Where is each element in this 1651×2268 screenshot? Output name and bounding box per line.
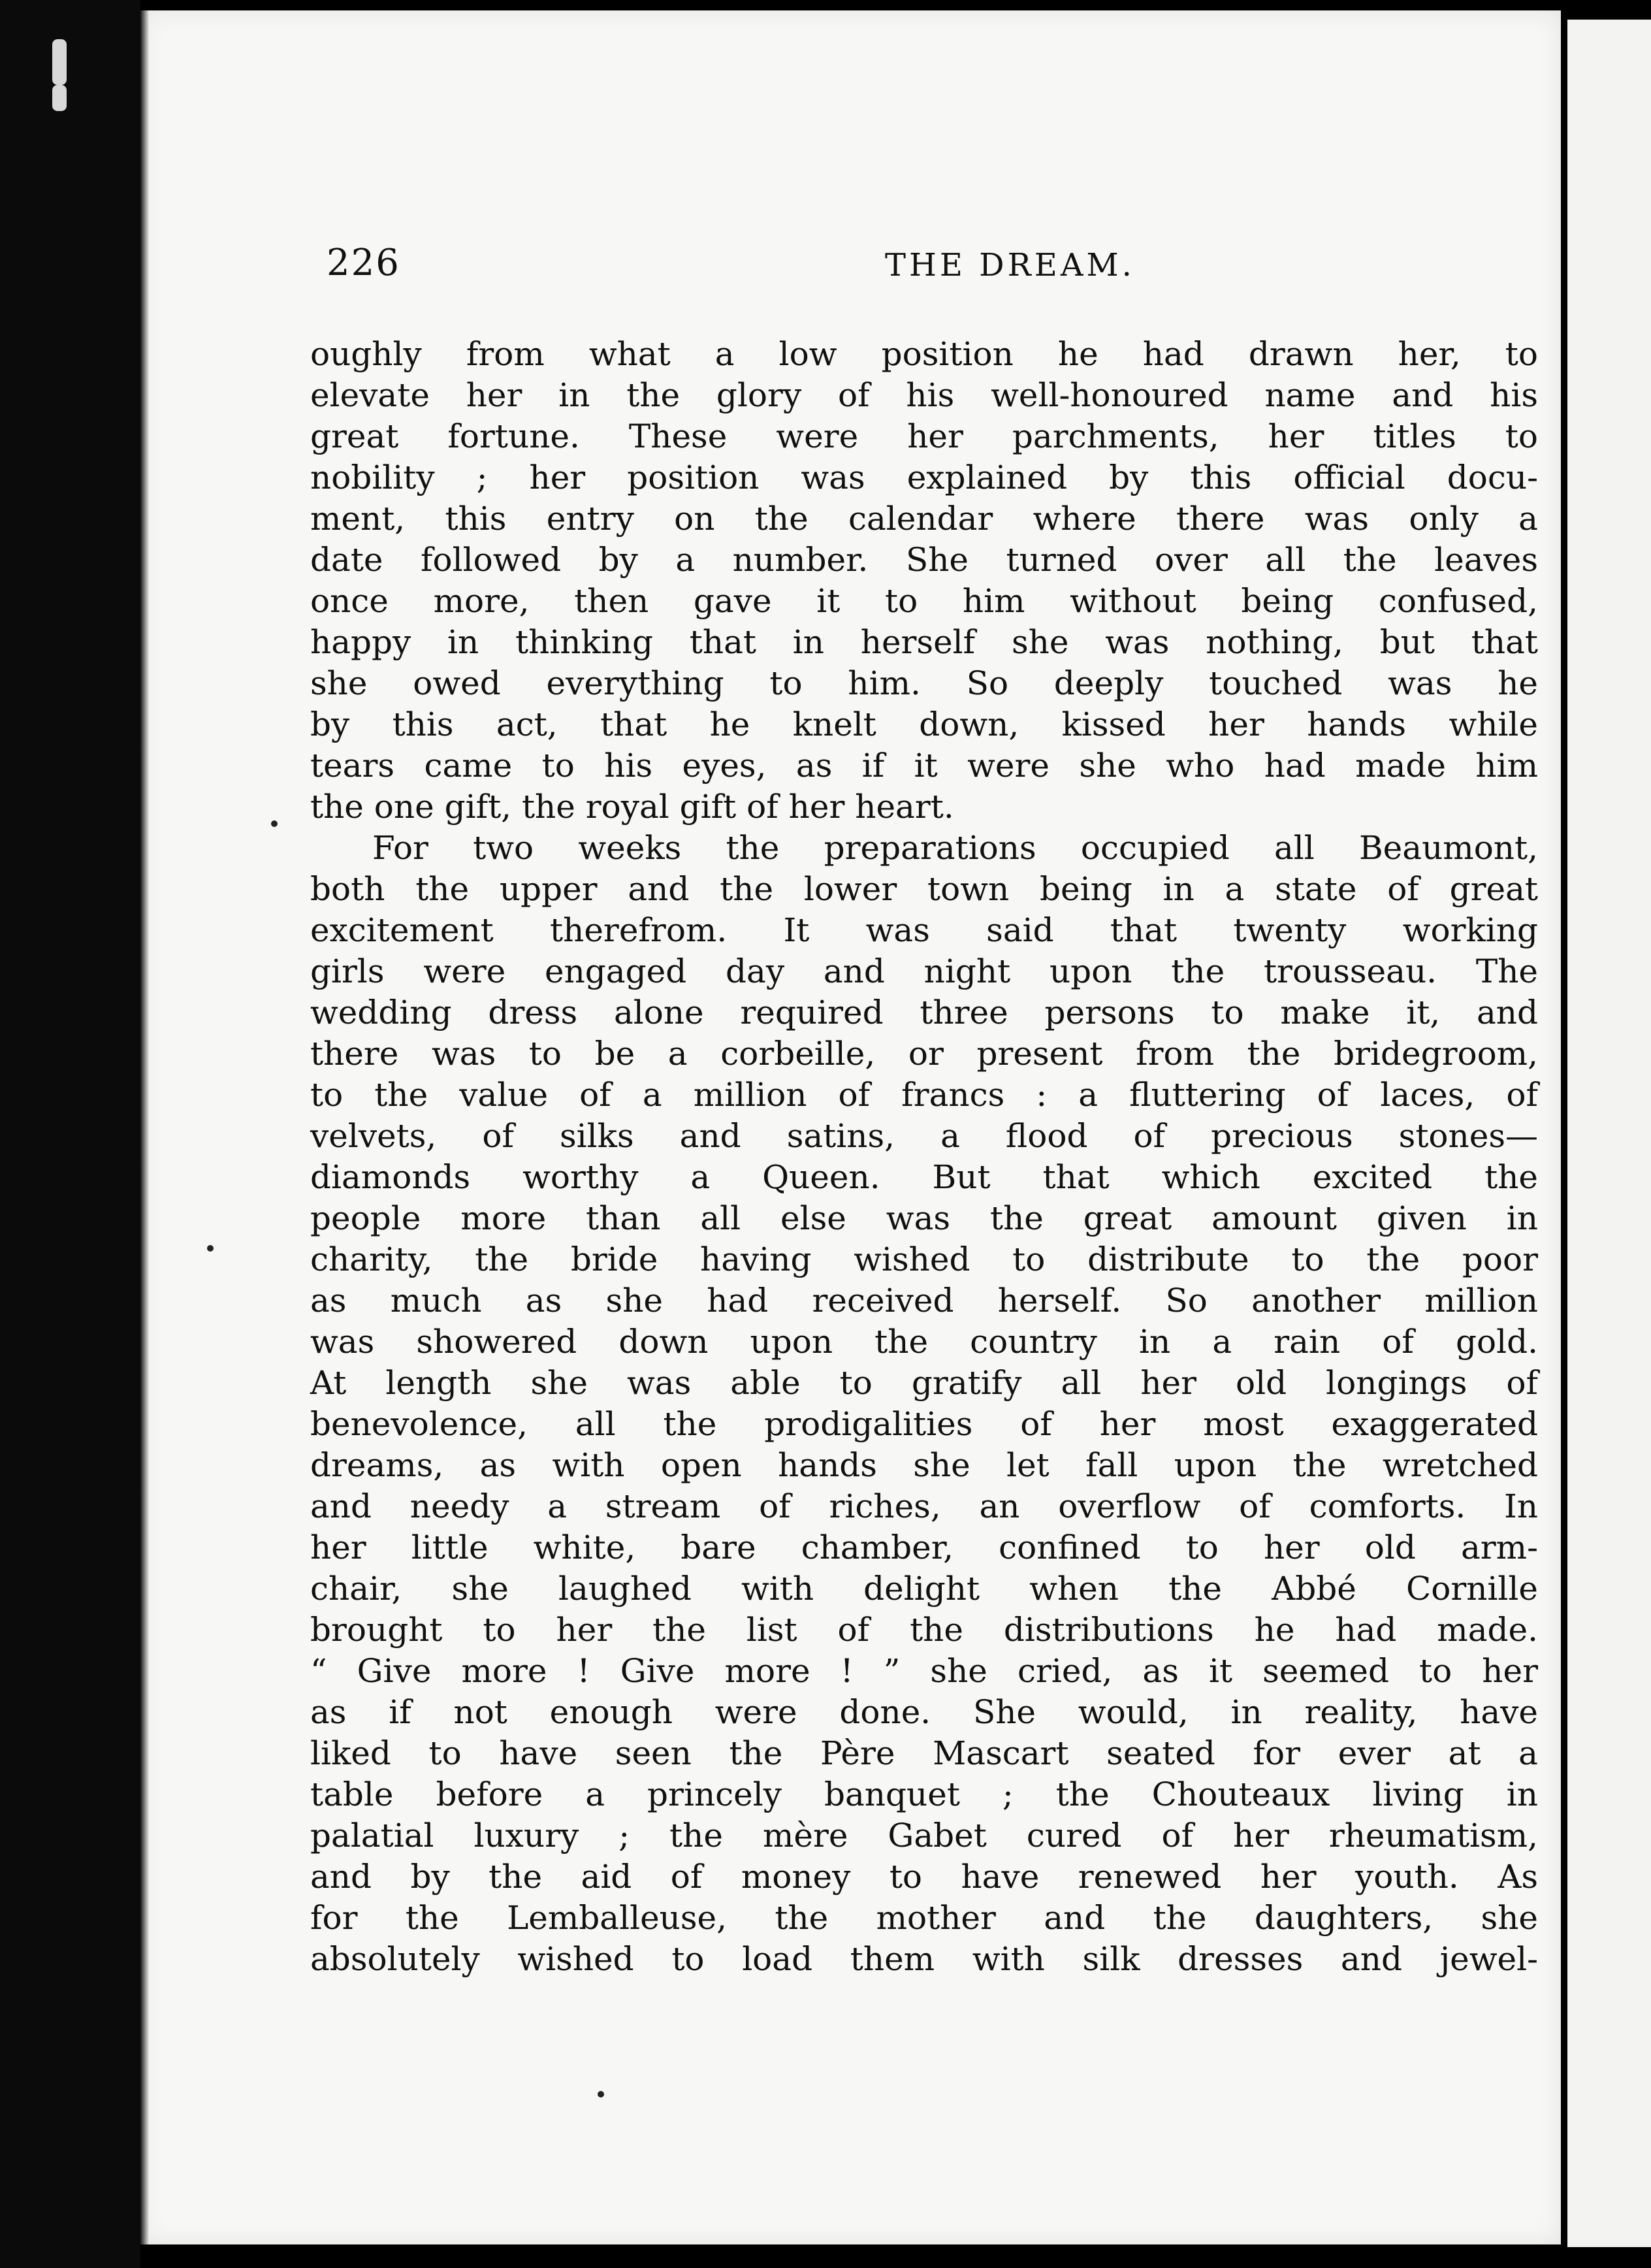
page-number: 226 bbox=[327, 242, 400, 284]
text-line: as much as she had received herself. So another million bbox=[310, 1282, 1538, 1320]
text-line: palatial luxury ; the mère Gabet cured of her rheumatism, bbox=[310, 1817, 1538, 1855]
text-line: For two weeks the preparations occupied all Beaumont, bbox=[372, 829, 1538, 867]
speck-mark bbox=[207, 1245, 214, 1252]
next-page-edge bbox=[1567, 20, 1651, 2247]
text-line: tears came to his eyes, as if it were she who had made him bbox=[310, 747, 1538, 785]
text-line: people more than all else was the great amount given in bbox=[310, 1199, 1538, 1237]
text-line: table before a princely banquet ; the Chouteaux living in bbox=[310, 1775, 1538, 1813]
text-line: ment, this entry on the calendar where there was only a bbox=[310, 500, 1538, 538]
text-line: to the value of a million of francs : a fluttering of laces, of bbox=[310, 1076, 1538, 1114]
page-header bbox=[327, 242, 1554, 294]
speck-mark bbox=[271, 820, 278, 827]
text-line: chair, she laughed with delight when the Abbé Cornille bbox=[310, 1570, 1538, 1608]
text-line: wedding dress alone required three persons to make it, and bbox=[310, 994, 1538, 1031]
page-spine-shadow bbox=[140, 10, 150, 2244]
text-line: her little white, bare chamber, confined to her old arm- bbox=[310, 1529, 1538, 1566]
text-line: liked to have seen the Père Mascart seated for ever at a bbox=[310, 1734, 1538, 1772]
text-line: she owed everything to him. So deeply touched was he bbox=[310, 664, 1538, 702]
text-line: once more, then gave it to him without being confused, bbox=[310, 582, 1538, 620]
text-line: At length she was able to gratify all her old longings of bbox=[310, 1364, 1538, 1402]
text-line: and needy a stream of riches, an overflow of comforts. In bbox=[310, 1487, 1538, 1525]
edge-mark bbox=[52, 39, 67, 85]
text-line: dreams, as with open hands she let fall upon the wretched bbox=[310, 1446, 1538, 1484]
text-line: absolutely wished to load them with silk dresses and jewel- bbox=[310, 1940, 1538, 1978]
text-line: great fortune. These were her parchments, her titles to bbox=[310, 417, 1538, 455]
speck-mark bbox=[598, 2091, 604, 2098]
text-line: there was to be a corbeille, or present from the bridegroom, bbox=[310, 1035, 1538, 1073]
text-line: as if not enough were done. She would, in reality, have bbox=[310, 1693, 1538, 1731]
book-edge-left bbox=[0, 0, 140, 2268]
text-line: brought to her the list of the distributions he had made. bbox=[310, 1611, 1538, 1649]
book-page bbox=[140, 10, 1561, 2244]
text-line: oughly from what a low position he had drawn her, to bbox=[310, 335, 1538, 373]
text-line: velvets, of silks and satins, a flood of precious stones— bbox=[310, 1117, 1538, 1155]
running-title: THE DREAM. bbox=[885, 247, 1135, 284]
text-line: date followed by a number. She turned over all the leaves bbox=[310, 541, 1538, 579]
edge-mark bbox=[52, 85, 67, 111]
text-line: elevate her in the glory of his well-honoured name and his bbox=[310, 376, 1538, 414]
text-line: benevolence, all the prodigalities of her most exaggerated bbox=[310, 1405, 1538, 1443]
text-line: for the Lemballeuse, the mother and the daughters, she bbox=[310, 1899, 1538, 1937]
text-line: the one gift, the royal gift of her heart. bbox=[310, 788, 954, 826]
text-line: diamonds worthy a Queen. But that which excited the bbox=[310, 1158, 1538, 1196]
text-line: and by the aid of money to have renewed her youth. As bbox=[310, 1858, 1538, 1896]
text-line: “ Give more ! Give more ! ” she cried, as it seemed to her bbox=[310, 1652, 1538, 1690]
text-line: happy in thinking that in herself she was nothing, but that bbox=[310, 623, 1538, 661]
text-line: excitement therefrom. It was said that twenty working bbox=[310, 911, 1538, 949]
text-line: girls were engaged day and night upon the trousseau. The bbox=[310, 952, 1538, 990]
text-line: by this act, that he knelt down, kissed her hands while bbox=[310, 705, 1538, 743]
text-line: was showered down upon the country in a rain of gold. bbox=[310, 1323, 1538, 1361]
text-line: charity, the bride having wished to distribute to the poor bbox=[310, 1240, 1538, 1278]
body-text bbox=[310, 334, 1538, 1980]
text-line: nobility ; her position was explained by this official docu- bbox=[310, 459, 1538, 496]
text-line: both the upper and the lower town being in a state of great bbox=[310, 870, 1538, 908]
